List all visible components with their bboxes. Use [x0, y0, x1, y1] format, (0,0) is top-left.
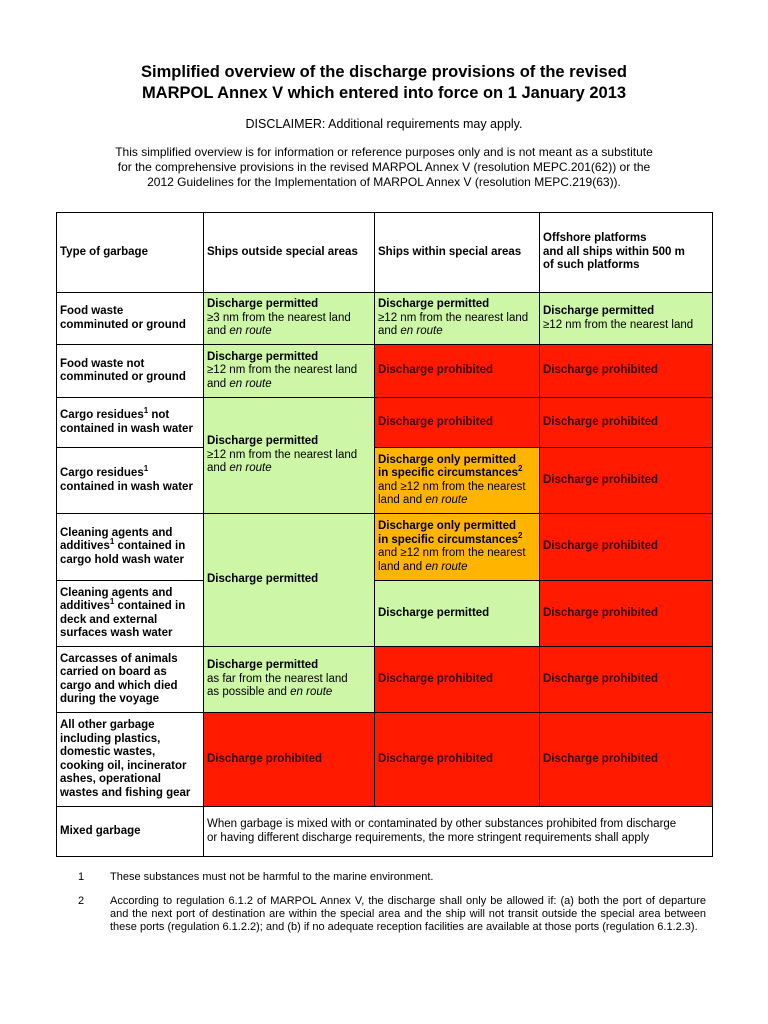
disclaimer: DISCLAIMER: Additional requirements may apply.: [245, 117, 523, 131]
table-row: [57, 713, 713, 807]
intro-paragraph: This simplified overview is for information or reference purposes only and is not meant as a substitute for the comprehensive provisions in the revised MARPOL Annex V (resolution MEPC.201(62)) or the 2012 Guidelines for the Implementation of MARPOL Annex V (resolution MEPC.219(63)).: [115, 145, 653, 189]
cell-permitted: Discharge permitted ≥12 nm from the nearest land and en route: [375, 293, 540, 345]
cell-permitted: Discharge permitted: [375, 581, 540, 647]
cell-permitted: Discharge permitted as far from the nearest land as possible and en route: [204, 647, 375, 713]
table-row: [57, 448, 713, 514]
table-row: [57, 581, 713, 647]
row-label: Cargo residues$^1$ contained in wash water: [57, 448, 204, 514]
row-label: Cargo residues$^1$ not contained in wash water: [57, 398, 204, 448]
cell-prohibited: Discharge prohibited: [375, 647, 540, 713]
table-header-row: [57, 213, 713, 293]
cell-prohibited: Discharge prohibited: [540, 713, 713, 807]
row-label: All other garbage including plastics, domestic wastes, cooking oil, incinerator ashes, operational wastes and fishing gear: [57, 713, 204, 807]
cell-permitted: Discharge permitted ≥3 nm from the nearest land and en route: [204, 293, 375, 345]
row-label: Cleaning agents and additives$^1$ contained in cargo hold wash water: [57, 514, 204, 581]
cell-conditional: Discharge only permitted in specific circumstances$^2$ and ≥12 nm from the nearest land and en route: [375, 514, 540, 581]
header-outside: Ships outside special areas: [204, 213, 375, 293]
table-row: [57, 807, 713, 857]
table-row: [57, 293, 713, 345]
row-label: Cleaning agents and additives$^1$ contained in deck and external surfaces wash water: [57, 581, 204, 647]
table-row: [57, 345, 713, 398]
cell-prohibited: Discharge prohibited: [540, 514, 713, 581]
header-offshore: Offshore platforms and all ships within 500 m of such platforms: [540, 213, 713, 293]
footnotes: [78, 871, 706, 945]
cell-prohibited: Discharge prohibited: [540, 345, 713, 398]
footnote: 1 These substances must not be harmful to the marine environment.: [78, 871, 434, 883]
row-label: Food waste comminuted or ground: [57, 293, 204, 345]
cell-prohibited: Discharge prohibited: [540, 647, 713, 713]
header-within: Ships within special areas: [375, 213, 540, 293]
cell-permitted: Discharge permitted ≥12 nm from the nearest land: [540, 293, 713, 345]
cell-prohibited: Discharge prohibited: [204, 713, 375, 807]
footnote: 2 According to regulation 6.1.2 of MARPOL Annex V, the discharge shall only be allowed if: (a) both the port of departure and the next port of destination are within the special area and the ship will not transit outside the special area between these ports (regulation 6.1.2.2); and (b) if no adequate reception facilities are available at those ports (regulation 6.1.2.3).: [78, 895, 706, 933]
row-label: Food waste not comminuted or ground: [57, 345, 204, 398]
table-row: [57, 647, 713, 713]
cell-prohibited: Discharge prohibited: [540, 398, 713, 448]
cell-permitted: Discharge permitted ≥12 nm from the nearest land and en route: [204, 398, 375, 514]
cell-permitted: Discharge permitted ≥12 nm from the nearest land and en route: [204, 345, 375, 398]
document-title: Simplified overview of the discharge provisions of the revised MARPOL Annex V which entered into force on 1 January 2013: [141, 63, 627, 102]
table-row: [57, 398, 713, 448]
cell-permitted: Discharge permitted: [204, 514, 375, 647]
cell-prohibited: Discharge prohibited: [375, 713, 540, 807]
cell-conditional: Discharge only permitted in specific circumstances$^2$ and ≥12 nm from the nearest land and en route: [375, 448, 540, 514]
row-label: Carcasses of animals carried on board as cargo and which died during the voyage: [57, 647, 204, 713]
table-row: [57, 514, 713, 581]
header-type: Type of garbage: [57, 213, 204, 293]
cell-prohibited: Discharge prohibited: [375, 345, 540, 398]
mixed-garbage-note: When garbage is mixed with or contaminated by other substances prohibited from discharge or having different discharge requirements, the more stringent requirements shall apply: [204, 807, 713, 857]
row-label: Mixed garbage: [57, 807, 204, 857]
cell-prohibited: Discharge prohibited: [540, 448, 713, 514]
cell-prohibited: Discharge prohibited: [375, 398, 540, 448]
discharge-table: [56, 212, 713, 857]
cell-prohibited: Discharge prohibited: [540, 581, 713, 647]
